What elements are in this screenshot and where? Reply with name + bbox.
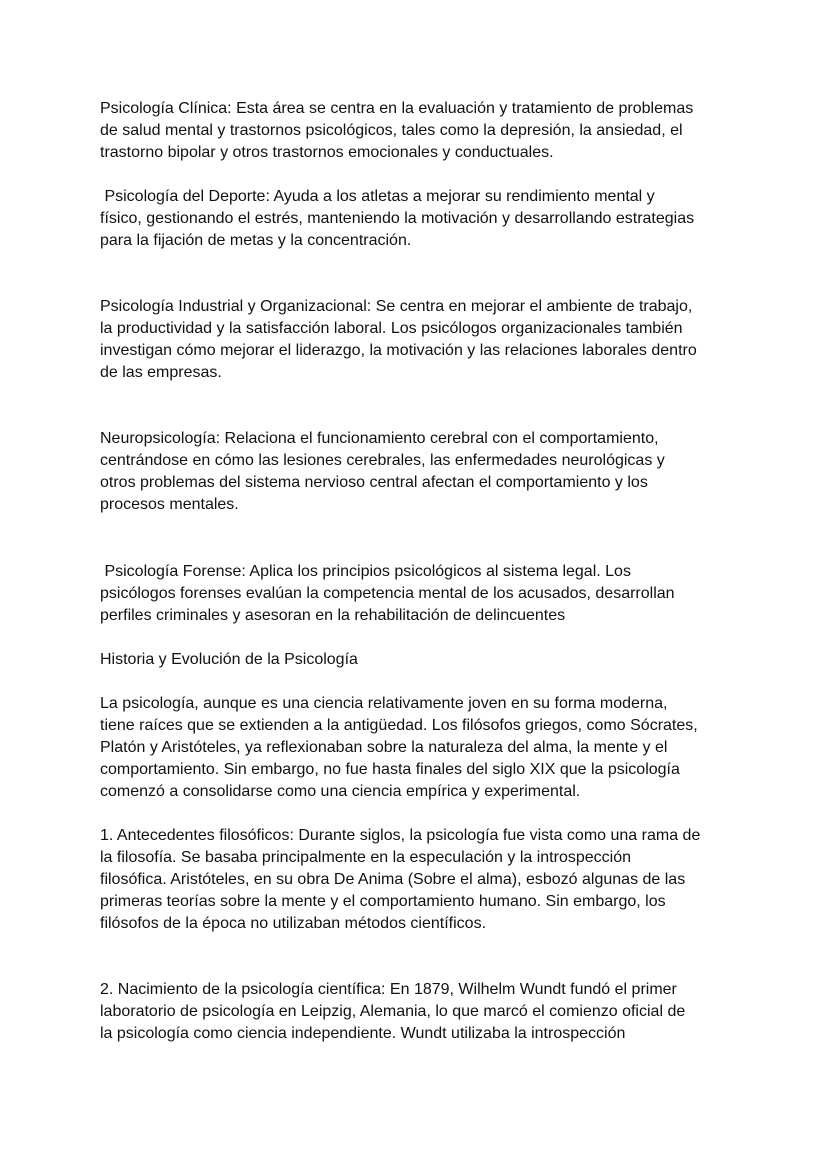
paragraph-neuropsychology: Neuropsicología: Relaciona el funcionamiento cerebral con el comportamiento, centrándose en cómo las lesiones cerebrales, las enfermedades neurológicas y otros problemas del sistema nervioso central afectan el comportamiento y los procesos mentales. [100,430,665,513]
paragraph-organizational-psychology: Psicología Industrial y Organizacional: Se centra en mejorar el ambiente de trabajo, la productividad y la satisfacción laboral. Los psicólogos organizacionales también investigan cómo mejorar el liderazgo, la motivación y las relaciones laborales dentro de las empresas. [100,298,697,381]
paragraph-history-intro: La psicología, aunque es una ciencia relativamente joven en su forma moderna, tiene raíces que se extienden a la antigüedad. Los filósofos griegos, como Sócrates, Platón y Aristóteles, ya reflexionaban sobre la naturaleza del alma, la mente y el comportamiento. Sin embargo, no fue hasta finales del siglo XIX que la psicología comenzó a consolidarse como una ciencia empírica y experimental. [100,695,698,800]
paragraph-forensic-psychology: Psicología Forense: Aplica los principios psicológicos al sistema legal. Los psicólogos forenses evalúan la competencia mental de los acusados, desarrollan perfiles criminales y asesoran en la rehabilitación de delincuentes [100,563,675,624]
paragraph-sports-psychology: Psicología del Deporte: Ayuda a los atletas a mejorar su rendimiento mental y físico, gestionando el estrés, manteniendo la motivación y desarrollando estrategias para la fijación de metas y la concentración. [100,188,695,249]
section-heading-history: Historia y Evolución de la Psicología [100,651,358,668]
paragraph-scientific-psychology: 2. Nacimiento de la psicología científica: En 1879, Wilhelm Wundt fundó el primer laboratorio de psicología en Leipzig, Alemania, lo que marcó el comienzo oficial de la psicología como ciencia independiente. Wundt utilizaba la introspección [100,981,686,1042]
paragraph-philosophical-antecedents: 1. Antecedentes filosóficos: Durante siglos, la psicología fue vista como una rama de la filosofía. Se basaba principalmente en la especulación y la introspección filosófica. Aristóteles, en su obra De Anima (Sobre el alma), esbozó algunas de las primeras teorías sobre la mente y el comportamiento humano. Sin embargo, los filósofos de la época no utilizaban métodos científicos. [100,827,701,932]
paragraph-clinical-psychology: Psicología Clínica: Esta área se centra en la evaluación y tratamiento de problemas de salud mental y trastornos psicológicos, tales como la depresión, la ansiedad, el trastorno bipolar y otros trastornos emocionales y conductuales. [100,100,694,161]
